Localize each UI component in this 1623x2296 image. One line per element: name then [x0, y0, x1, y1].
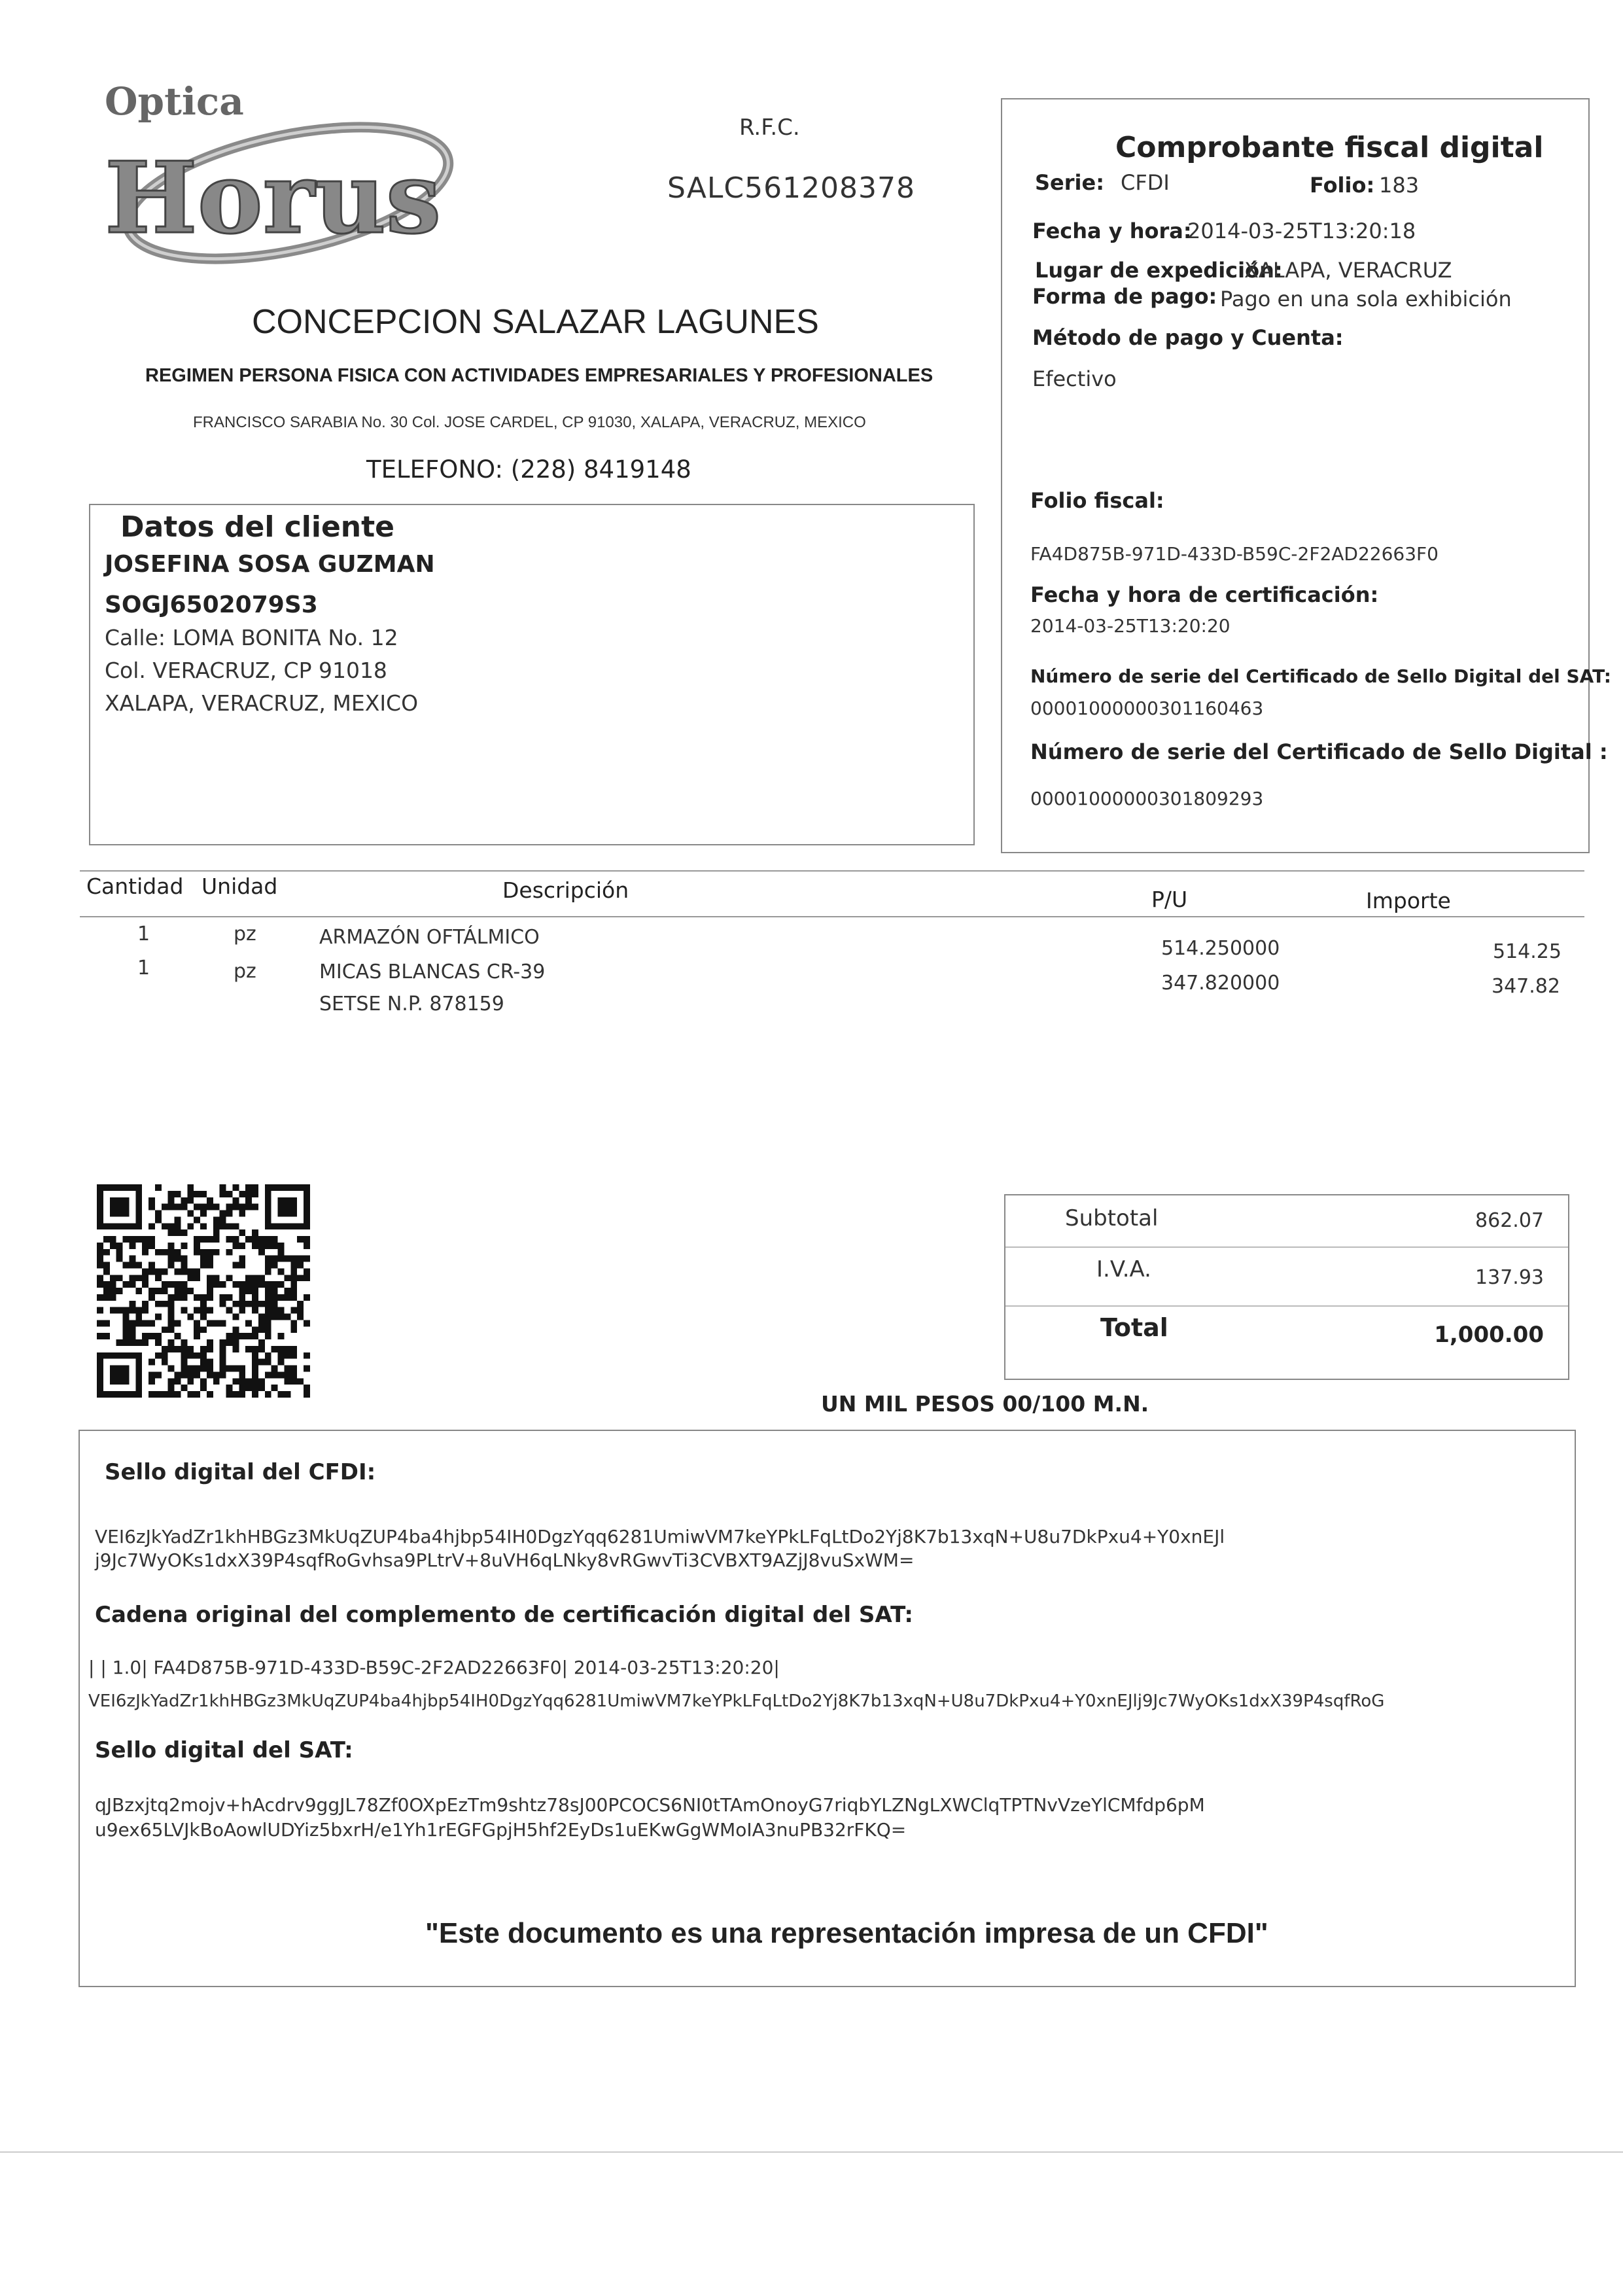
client-name: JOSEFINA SOSA GUZMAN [105, 551, 435, 578]
subtotal-value: 862.07 [1475, 1209, 1544, 1232]
total-value: 1,000.00 [1434, 1322, 1544, 1348]
cert-label: Número de serie del Certificado de Sello Digital : [1030, 739, 1608, 764]
table-top-rule [80, 870, 1584, 872]
forma-label: Forma de pago: [1032, 284, 1217, 309]
iva-label: I.V.A. [1096, 1256, 1151, 1282]
row-unidad: pz [234, 960, 256, 983]
tax-regime: REGIMEN PERSONA FISICA CON ACTIVIDADES EMPRESARIALES Y PROFESIONALES [145, 365, 934, 386]
col-header-pu: P/U [1151, 887, 1188, 912]
client-colony: Col. VERACRUZ, CP 91018 [105, 658, 387, 683]
col-header-importe: Importe [1366, 888, 1451, 913]
cfdi-seal-line-1: VEI6zJkYadZr1khHBGz3MkUqZUP4ba4hjbp54IH0DgzYqq6281UmiwVM7keYPkLFqLtDo2Yj8K7b13xqN+U8u7DkPxu4+Y0xnEJl [95, 1526, 1225, 1547]
issuer-name: CONCEPCION SALAZAR LAGUNES [252, 303, 819, 341]
issuer-address: FRANCISCO SARABIA No. 30 Col. JOSE CARDEL, CP 91030, XALAPA, VERACRUZ, MEXICO [193, 414, 866, 431]
folio-label: Folio: [1310, 173, 1375, 198]
total-label: Total [1100, 1313, 1168, 1342]
row-descripcion-2: SETSE N.P. 878159 [319, 993, 504, 1016]
sat-seal-line-2: u9ex65LVJkBoAowlUDYiz5bxrH/e1Yh1rEGFGpjH5hf2EyDs1uEKwGgWMoIA3nuPB32rFKQ= [95, 1819, 907, 1841]
metodo-label: Método de pago y Cuenta: [1032, 325, 1344, 350]
totals-rule-1 [1005, 1246, 1568, 1248]
cfdi-seal-line-2: j9Jc7WyOKs1dxX39P4sqfRoGvhsa9PLtrV+8uVH6qLNky8vRGwvTi3CVBXT9AZjJ8vuSxWM= [95, 1549, 915, 1571]
sat-cert-value: 00001000000301160463 [1030, 698, 1264, 719]
folio-value: 183 [1379, 173, 1420, 198]
iva-value: 137.93 [1475, 1266, 1544, 1289]
cfdi-representation-note: "Este documento es una representación impresa de un CFDI" [425, 1917, 1268, 1949]
col-header-unidad: Unidad [201, 874, 278, 899]
rfc-label: R.F.C. [739, 115, 800, 141]
totals-rule-2 [1005, 1305, 1568, 1307]
folio-fiscal-value: FA4D875B-971D-433D-B59C-2F2AD22663F0 [1030, 543, 1439, 565]
amount-in-words: UN MIL PESOS 00/100 M.N. [821, 1391, 1149, 1417]
row-importe: 514.25 [1493, 940, 1562, 963]
serie-label: Serie: [1035, 170, 1104, 195]
forma-value: Pago en una sola exhibición [1220, 287, 1512, 311]
row-unidad: pz [234, 923, 256, 945]
client-city: XALAPA, VERACRUZ, MEXICO [105, 690, 419, 716]
row-cantidad: 1 [137, 957, 150, 980]
table-header-rule [80, 916, 1584, 917]
client-title: Datos del cliente [120, 510, 395, 544]
chain-line-1: | | 1.0| FA4D875B-971D-433D-B59C-2F2AD22663F0| 2014-03-25T13:20:20| [88, 1657, 780, 1678]
cfdi-seal-label: Sello digital del CFDI: [105, 1459, 376, 1485]
fecha-label: Fecha y hora: [1032, 219, 1192, 243]
row-descripcion: MICAS BLANCAS CR-39 [319, 961, 546, 983]
row-importe: 347.82 [1492, 975, 1560, 998]
sat-seal-label: Sello digital del SAT: [95, 1737, 353, 1763]
svg-text:Horus: Horus [105, 141, 442, 256]
sat-cert-label: Número de serie del Certificado de Sello Digital del SAT: [1030, 665, 1611, 687]
client-rfc: SOGJ6502079S3 [105, 592, 318, 618]
col-header-cantidad: Cantidad [86, 874, 184, 899]
row-pu: 347.820000 [1161, 972, 1280, 995]
col-header-descripcion: Descripción [502, 877, 629, 903]
row-cantidad: 1 [137, 923, 150, 945]
row-descripcion: ARMAZÓN OFTÁLMICO [319, 926, 540, 949]
rfc-value: SALC561208378 [667, 171, 916, 205]
folio-fiscal-label: Folio fiscal: [1030, 488, 1164, 513]
sat-seal-line-1: qJBzxjtq2mojv+hAcdrv9ggJL78Zf0OXpEzTm9shtz78sJ00PCOCS6NI0tTAmOnoyG7riqbYLZNgLXWClqTPTNvVzeYlCMfdp6pM [95, 1794, 1205, 1816]
chain-label: Cadena original del complemento de certificación digital del SAT: [95, 1602, 913, 1628]
optica-horus-logo [92, 82, 458, 291]
row-pu: 514.250000 [1161, 937, 1280, 960]
cert-date-label: Fecha y hora de certificación: [1030, 582, 1379, 607]
issuer-phone: TELEFONO: (228) 8419148 [366, 455, 691, 484]
scan-edge-line [0, 2151, 1623, 2153]
serie-value: CFDI [1121, 170, 1170, 195]
client-street: Calle: LOMA BONITA No. 12 [105, 625, 398, 650]
cert-date-value: 2014-03-25T13:20:20 [1030, 615, 1230, 637]
qr-code [97, 1183, 310, 1399]
lugar-label: Lugar de expedición: [1035, 258, 1283, 283]
chain-line-2: VEI6zJkYadZr1khHBGz3MkUqZUP4ba4hjbp54IH0DgzYqq6281UmiwVM7keYPkLFqLtDo2Yj8K7b13xqN+U8u7DkPxu4+Y0xnEJlj9Jc7WyOKs1dxX39P4sqfRoG [88, 1691, 1385, 1711]
lugar-value: XALAPA, VERACRUZ [1244, 258, 1452, 283]
fecha-value: 2014-03-25T13:20:18 [1187, 219, 1416, 243]
metodo-value: Efectivo [1032, 366, 1117, 391]
cert-value: 00001000000301809293 [1030, 788, 1264, 809]
svg-text:Optica: Optica [105, 82, 244, 124]
cfd-title: Comprobante fiscal digital [1115, 131, 1544, 164]
subtotal-label: Subtotal [1065, 1205, 1159, 1231]
